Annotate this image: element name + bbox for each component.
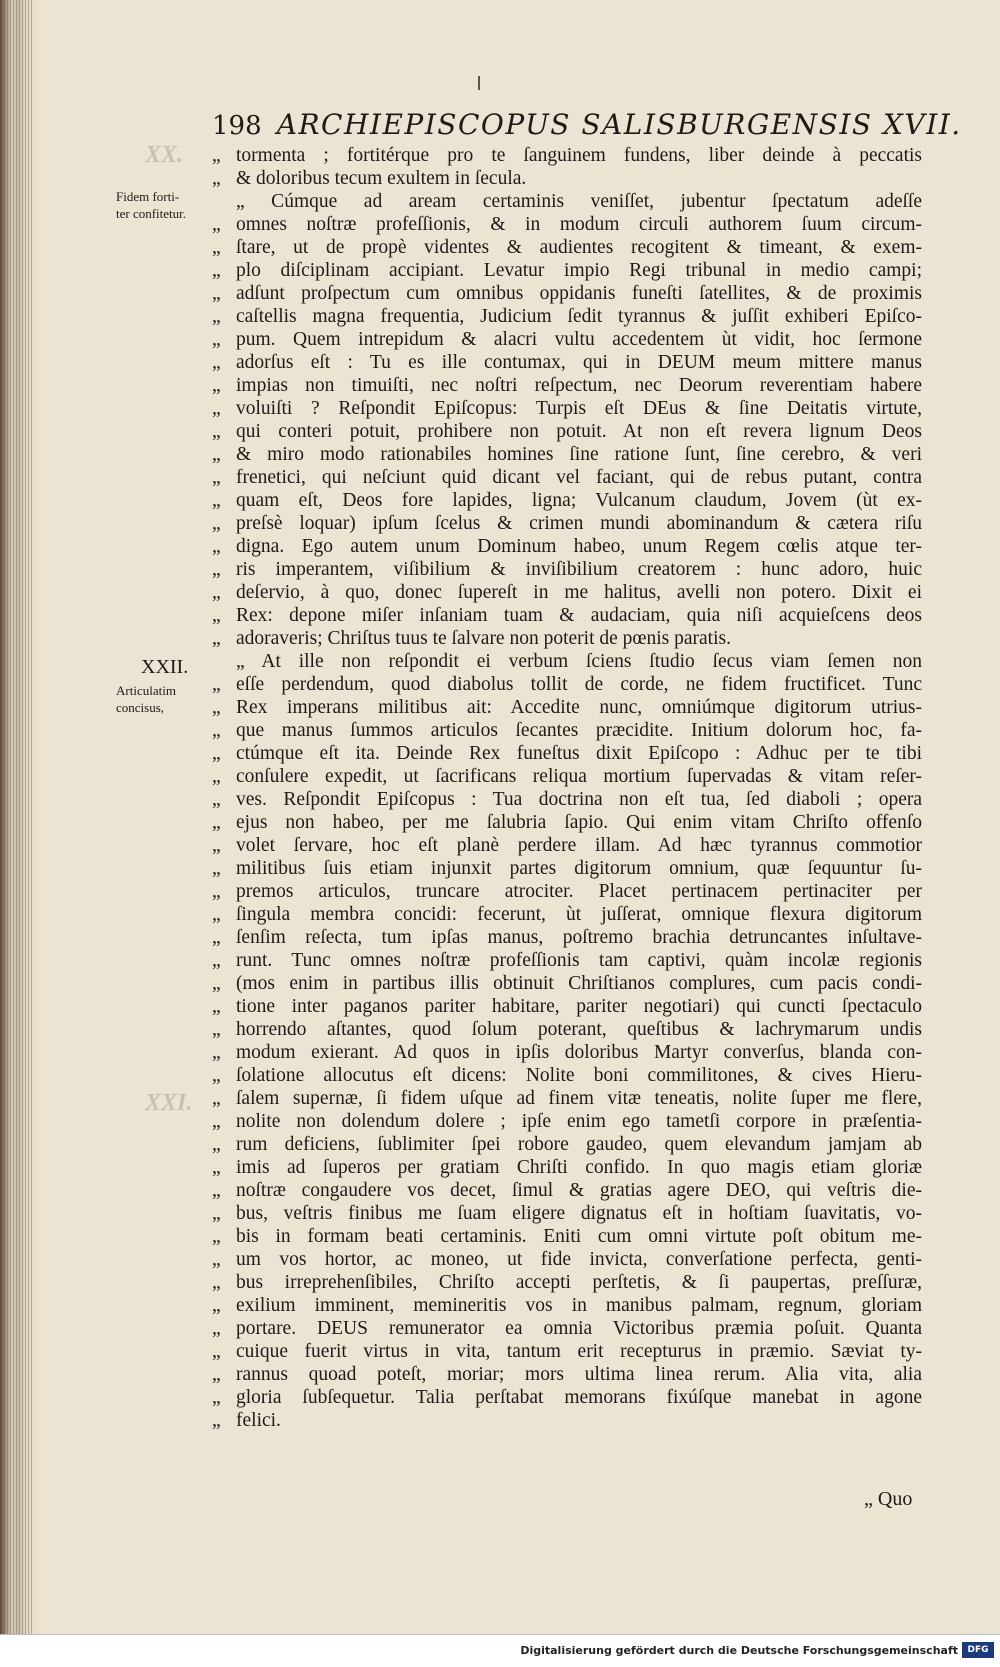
text-line <box>212 1018 922 1041</box>
quote-mark: „ <box>212 628 221 649</box>
line-text: ctúmque eſt ita. Deinde Rex funeſtus dixit Epiſcopo : Adhuc per te tibi <box>236 743 922 764</box>
line-text: noſtræ congaudere vos decet, ſimul & gratias agere DEO, qui veſtris die- <box>236 1180 922 1201</box>
line-text: ejus non habeo, per me ſalubria ſapio. Qui enim vitam Chriſto offenſo <box>236 812 922 833</box>
quote-mark: „ <box>212 145 221 166</box>
text-line <box>212 949 922 972</box>
margin-note-line: Fidem forti- <box>116 189 180 204</box>
dfg-logo: DFG <box>962 1642 994 1658</box>
line-text: Rex imperans militibus ait: Accedite nunc, omniúmque digitorum utrius- <box>236 697 922 718</box>
text-line <box>212 305 922 328</box>
quote-mark: „ <box>212 1065 221 1086</box>
line-text: rum deficiens, ſublimiter ſpei robore gaudeo, quem elevandum jamjam ab <box>236 1134 922 1155</box>
text-line <box>212 1179 922 1202</box>
quote-mark: „ <box>212 260 221 281</box>
text-line <box>212 972 922 995</box>
quote-mark: „ <box>212 1203 221 1224</box>
quote-mark: „ <box>212 1042 221 1063</box>
text-line <box>212 1064 922 1087</box>
line-text: plo diſciplinam accipiant. Levatur impio Regi tribunal in medio campi; <box>236 260 922 281</box>
quote-mark: „ <box>212 398 221 419</box>
quote-mark: „ <box>212 1364 221 1385</box>
margin-note-line: concisus, <box>116 700 165 715</box>
quote-mark: „ <box>212 421 221 442</box>
text-line <box>212 1317 922 1340</box>
text-line <box>212 1248 922 1271</box>
quote-mark: „ <box>212 1019 221 1040</box>
text-line <box>212 1409 922 1432</box>
line-text: horrendo aſtantes, quod ſolum poterant, queſtibus & lachrymarum undis <box>236 1019 922 1040</box>
funding-notice: Digitalisierung gefördert durch die Deutsche Forschungsgemeinschaft <box>520 1644 958 1657</box>
page-number: 198 <box>212 111 262 141</box>
line-text: & miro modo rationabiles homines ſine ratione ſunt, ſine cerebro, & veri <box>236 444 922 465</box>
line-text: & doloribus tecum exultem in ſecula. <box>236 168 527 189</box>
text-line <box>212 259 922 282</box>
quote-mark: „ <box>212 513 221 534</box>
text-line <box>212 374 922 397</box>
text-line <box>212 443 922 466</box>
line-text: frenetici, qui neſciunt quid dicant vel faciant, qui de rebus putant, contra <box>236 467 922 488</box>
text-line <box>212 995 922 1018</box>
quote-mark: „ <box>212 1387 221 1408</box>
text-line <box>212 1110 922 1133</box>
line-text: militibus ſuis etiam injunxit partes digitorum omnium, quæ ſequuntur ſu- <box>236 858 922 879</box>
text-line <box>212 1087 922 1110</box>
line-text: ſalem supernæ, ſi fidem uſque ad finem vitæ teneatis, nolite ſuper me flere, <box>236 1088 922 1109</box>
text-line <box>212 1294 922 1317</box>
line-text: premos articulos, truncare atrociter. Placet pertinacem pertinaciter per <box>236 881 922 902</box>
text-line <box>212 834 922 857</box>
text-line <box>212 627 922 650</box>
quote-mark: „ <box>212 996 221 1017</box>
line-text: felici. <box>236 1410 281 1431</box>
line-text: voluiſti ? Reſpondit Epiſcopus: Turpis eſt DEus & ſine Deitatis virtute, <box>236 398 922 419</box>
text-line <box>212 1225 922 1248</box>
quote-mark: „ <box>212 743 221 764</box>
text-line <box>212 535 922 558</box>
text-line <box>212 351 922 374</box>
line-text: bus, veſtris finibus me ſuam eligere dignatus eſt in hoſtiam ſuavitatis, vo- <box>236 1203 922 1224</box>
line-text: ſtare, ut de propè videntes & audientes recogitent & timeant, & exem- <box>236 237 922 258</box>
quote-mark: „ <box>212 1318 221 1339</box>
line-text: volet ſervare, hoc eſt planè perdere illam. Ad hæc tyrannus commotior <box>236 835 922 856</box>
line-text: ves. Reſpondit Epiſcopus : Tua doctrina non eſt tua, ſed diaboli ; opera <box>236 789 922 810</box>
footer-bar <box>0 1634 1000 1667</box>
text-line <box>212 1041 922 1064</box>
quote-mark: „ <box>212 1295 221 1316</box>
line-text: preſsè loquar) ipſum ſcelus & crimen mundi abominandum & cætera riſu <box>236 513 922 534</box>
line-text: nolite non dolendum dolere ; ipſe enim ego tametſi corpore in præſentia- <box>236 1111 922 1132</box>
quote-mark: „ <box>212 1111 221 1132</box>
text-line <box>212 788 922 811</box>
text-line <box>212 466 922 489</box>
quote-mark: „ <box>212 858 221 879</box>
text-line <box>212 604 922 627</box>
line-text: adorſus eſt : Tu es ille contumax, qui in DEUM meum mittere manus <box>236 352 922 373</box>
text-line <box>212 144 922 167</box>
top-mark <box>478 76 480 90</box>
text-line <box>212 420 922 443</box>
line-text: pum. Quem intrepidum & alacri vultu accedentem ùt vidit, hoc ſermone <box>236 329 922 350</box>
line-text: omnes noſtræ profeſſionis, & in modum circuli authorem ſuum circum- <box>236 214 922 235</box>
quote-mark: „ <box>212 881 221 902</box>
text-line <box>212 1340 922 1363</box>
quote-mark: „ <box>212 306 221 327</box>
quote-mark: „ <box>212 375 221 396</box>
quote-mark: „ <box>212 559 221 580</box>
text-line <box>212 213 922 236</box>
quote-mark: „ <box>212 1157 221 1178</box>
line-text: tormenta ; fortitérque pro te ſanguinem fundens, liber deinde à peccatis <box>236 145 922 166</box>
line-text: caſtellis magna frequentia, Judicium ſedit tyrannus & juſſit exhiberi Epiſco- <box>236 306 922 327</box>
text-line <box>212 1363 922 1386</box>
quote-mark: „ <box>212 490 221 511</box>
text-line <box>212 742 922 765</box>
text-line <box>212 650 922 673</box>
margin-note-articulatim <box>116 682 206 716</box>
line-text: adſunt proſpectum cum omnibus oppidanis funeſti ſatellites, & de proximis <box>236 283 922 304</box>
quote-mark: „ <box>212 697 221 718</box>
quote-mark: „ <box>212 766 221 787</box>
text-line <box>212 811 922 834</box>
running-title: ARCHIEPISCOPUS SALISBURGENSIS XVII. <box>276 108 962 141</box>
text-line <box>212 489 922 512</box>
quote-mark: „ <box>212 605 221 626</box>
quote-mark: „ <box>212 904 221 925</box>
quote-mark: „ <box>212 1249 221 1270</box>
text-line <box>212 926 922 949</box>
text-line <box>212 581 922 604</box>
line-text: um vos hortor, ac moneo, ut fide invicta, converſatione perfecta, genti- <box>236 1249 922 1270</box>
quote-mark: „ <box>212 329 221 350</box>
quote-mark: „ <box>212 835 221 856</box>
text-line <box>212 190 922 213</box>
quote-mark: „ <box>212 283 221 304</box>
quote-mark: „ <box>212 973 221 994</box>
text-line <box>212 765 922 788</box>
text-line <box>212 397 922 420</box>
page-header <box>212 108 962 141</box>
line-text: Rex: depone miſer inſaniam tuam & audaciam, quia niſi acquieſcens deos <box>236 605 922 626</box>
quote-mark: „ <box>212 168 221 189</box>
text-line <box>212 1202 922 1225</box>
line-text: adoraveris; Chriſtus tuus te ſalvare non poterit de pœnis paratis. <box>236 628 731 649</box>
quote-mark: „ <box>212 1272 221 1293</box>
quote-mark: „ <box>212 1341 221 1362</box>
quote-mark: „ <box>212 467 221 488</box>
line-text: ſingula membra concidi: fecerunt, ùt juſſerat, omnique flexura digitorum <box>236 904 922 925</box>
line-text: ris imperantem, viſibilium & inviſibilium creatorem : hunc adoro, huic <box>236 559 922 580</box>
quote-mark: „ <box>212 444 221 465</box>
line-text: qui conteri potuit, prohibere non potuit. At non eſt revera lignum Deos <box>236 421 922 442</box>
line-text: tione inter paganos pariter habitare, pariter negotiari) qui cuncti ſpectaculo <box>236 996 922 1017</box>
margin-note-line: Articulatim <box>116 683 176 698</box>
quote-mark: „ <box>212 720 221 741</box>
line-text: que manus ſummos articulos ſecantes præcidite. Initium dolorum hoc, fa- <box>236 720 922 741</box>
text-line <box>212 696 922 719</box>
quote-mark: „ <box>212 674 221 695</box>
catchword: „ Quo <box>864 1488 913 1510</box>
quote-mark: „ <box>212 1226 221 1247</box>
line-text: (mos enim in partibus illis obtinuit Chriſtianos complures, cum pacis condi- <box>236 973 922 994</box>
quote-mark: „ <box>212 582 221 603</box>
line-text: portare. DEUS remunerator ea omnia Victoribus præmia poſuit. Quanta <box>236 1318 922 1339</box>
text-line <box>212 167 922 190</box>
text-line <box>212 328 922 351</box>
text-line <box>212 903 922 926</box>
quote-mark: „ <box>212 1410 221 1431</box>
line-text: impias non timuiſti, nec noſtri reſpectum, nec Deorum reverentiam habere <box>236 375 922 396</box>
text-line <box>212 673 922 696</box>
book-spine <box>0 0 42 1634</box>
line-text: „ Cúmque ad aream certaminis veniſſet, jubentur ſpectatum adeſſe <box>236 191 922 212</box>
quote-mark: „ <box>212 352 221 373</box>
line-text: cuique fuerit virtus in vita, tantum erit recepturus in præmio. Sæviat ty- <box>236 1341 922 1362</box>
line-text: ſolatione allocutus eſt dicens: Nolite boni commilitones, & cives Hieru- <box>236 1065 922 1086</box>
line-text: deſervio, à quo, donec ſupereſt in me halitus, avelli non potero. Dixit ei <box>236 582 922 603</box>
text-line <box>212 1386 922 1409</box>
line-text: modum exierant. Ad quos in ipſis doloribus Martyr converſus, blanda con- <box>236 1042 922 1063</box>
line-text: gloria ſubſequetur. Talia perſtabat memorans fixúſque manebat in agone <box>236 1387 922 1408</box>
line-text: runt. Tunc omnes noſtræ profeſſionis tam captivi, quàm incolæ regionis <box>236 950 922 971</box>
line-text: exilium imminent, memineritis vos in manibus palmam, regnum, gloriam <box>236 1295 922 1316</box>
margin-mark-xxi: XXI. <box>145 1090 193 1116</box>
quote-mark: „ <box>212 1088 221 1109</box>
line-text: bus irreprehenſibiles, Chriſto accepti perſtetis, & ſi paupertas, preſſuræ, <box>236 1272 922 1293</box>
body-text <box>212 144 922 1432</box>
quote-mark: „ <box>212 1134 221 1155</box>
text-line <box>212 1271 922 1294</box>
margin-note-fidem <box>116 188 206 222</box>
text-line <box>212 282 922 305</box>
text-line <box>212 1133 922 1156</box>
text-line <box>212 857 922 880</box>
page-edges <box>4 0 32 1634</box>
quote-mark: „ <box>212 927 221 948</box>
section-number-xxii: XXII. <box>141 656 189 678</box>
text-line <box>212 236 922 259</box>
quote-mark: „ <box>212 1180 221 1201</box>
text-line <box>212 880 922 903</box>
text-line <box>212 1156 922 1179</box>
quote-mark: „ <box>212 812 221 833</box>
margin-mark-xx: XX. <box>145 142 184 168</box>
margin-note-line: ter confitetur. <box>116 206 187 221</box>
line-text: ſenſim reſecta, tum ipſas manus, poſtremo brachia detruncantes inſultave- <box>236 927 922 948</box>
text-line <box>212 558 922 581</box>
quote-mark: „ <box>212 789 221 810</box>
line-text: rannus quoad poteſt, moriar; mors ultima linea rerum. Alia vita, alia <box>236 1364 922 1385</box>
line-text: quam eſt, Deos fore lapides, ligna; Vulcanum claudum, Jovem (ùt ex- <box>236 490 922 511</box>
quote-mark: „ <box>212 237 221 258</box>
text-line <box>212 512 922 535</box>
text-line <box>212 719 922 742</box>
quote-mark: „ <box>212 214 221 235</box>
line-text: bis in formam beati certaminis. Eniti cum omni virtute poſt obitum me- <box>236 1226 922 1247</box>
quote-mark: „ <box>212 536 221 557</box>
line-text: conſulere expedit, ut ſacrificans reliqua mortium ſupervadas & vitam reſer- <box>236 766 922 787</box>
line-text: „ At ille non reſpondit ei verbum ſciens ſtudio ſecus viam ſemen non <box>236 651 922 672</box>
quote-mark: „ <box>212 950 221 971</box>
line-text: digna. Ego autem unum Dominum habeo, unum Regem cœlis atque ter- <box>236 536 922 557</box>
line-text: eſſe perdendum, quod diabolus tollit de corde, ne fidem fructificet. Tunc <box>236 674 922 695</box>
line-text: imis ad ſuperos per gratiam Chriſti confido. In quo magis etiam gloriæ <box>236 1157 922 1178</box>
